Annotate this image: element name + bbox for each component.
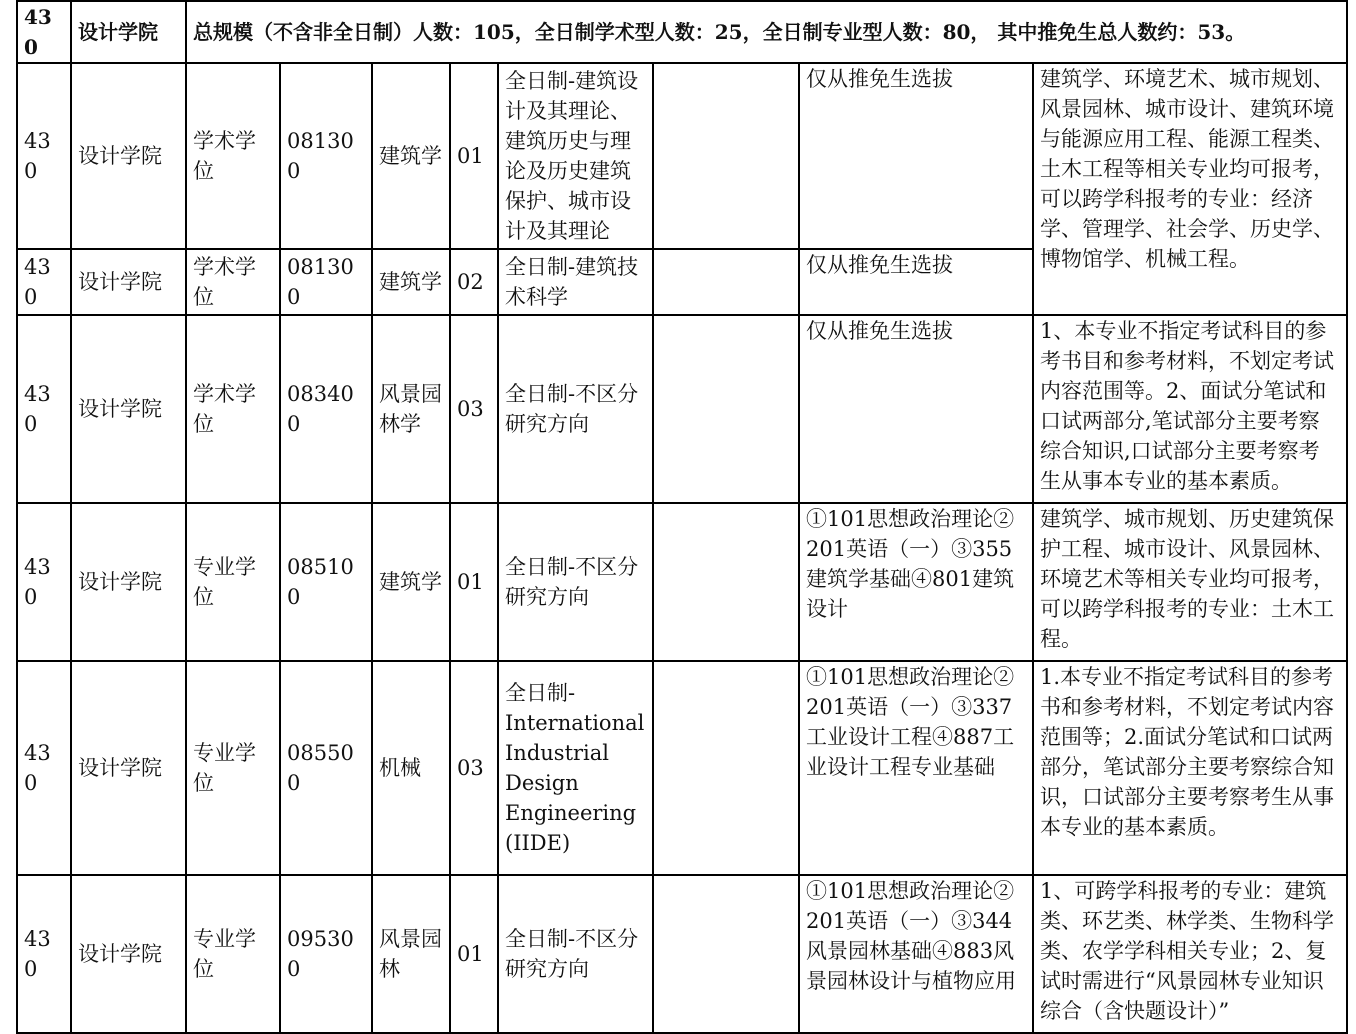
degree-type: 学术学位 — [186, 63, 280, 249]
blank-cell — [653, 875, 799, 1033]
notes: 建筑学、城市规划、历史建筑保护工程、城市设计、风景园林、环境艺术等相关专业均可报考，可以跨学科报考的专业：土木工程。 — [1033, 503, 1347, 661]
exam-subjects: 仅从推免生选拔 — [799, 315, 1033, 503]
exam-subjects: ①101思想政治理论②201英语（一）③344风景园林基础④883风景园林设计与植物应用 — [799, 875, 1033, 1033]
unit-code: 430 — [17, 503, 71, 661]
college-name: 设计学院 — [71, 63, 186, 249]
major-name: 风景园林 — [372, 875, 450, 1033]
table-row — [17, 63, 1347, 249]
table-row — [17, 315, 1347, 503]
major-name: 风景园林学 — [372, 315, 450, 503]
exam-subjects: ①101思想政治理论②201英语（一）③355建筑学基础④801建筑设计 — [799, 503, 1033, 661]
notes: 1、可跨学科报考的专业：建筑类、环艺类、林学类、生物科学类、农学学科相关专业；2、复试时需进行“风景园林专业知识综合（含快题设计）” — [1033, 875, 1347, 1033]
table-row — [17, 661, 1347, 875]
major-code: 083400 — [280, 315, 372, 503]
major-code: 081300 — [280, 63, 372, 249]
major-name: 建筑学 — [372, 63, 450, 249]
college-name: 设计学院 — [71, 503, 186, 661]
blank-cell — [653, 503, 799, 661]
summary-college: 设计学院 — [71, 1, 186, 63]
blank-cell — [653, 315, 799, 503]
research-direction: 全日制- International Industrial Design Engineering (IIDE) — [498, 661, 653, 875]
summary-row — [17, 1, 1347, 63]
summary-code: 430 — [17, 1, 71, 63]
blank-cell — [653, 63, 799, 249]
unit-code: 430 — [17, 249, 71, 315]
college-name: 设计学院 — [71, 661, 186, 875]
research-direction: 全日制-不区分研究方向 — [498, 315, 653, 503]
direction-code: 01 — [450, 63, 498, 249]
notes: 建筑学、环境艺术、城市规划、风景园林、城市设计、建筑环境与能源应用工程、能源工程类、土木工程等相关专业均可报考，可以跨学科报考的专业：经济学、管理学、社会学、历史学、博物馆学、机械工程。 — [1033, 63, 1347, 315]
exam-subjects: ①101思想政治理论②201英语（一）③337工业设计工程④887工业设计工程专业基础 — [799, 661, 1033, 875]
direction-code: 01 — [450, 503, 498, 661]
college-name: 设计学院 — [71, 875, 186, 1033]
major-name: 建筑学 — [372, 503, 450, 661]
major-code: 095300 — [280, 875, 372, 1033]
unit-code: 430 — [17, 63, 71, 249]
degree-type: 专业学位 — [186, 661, 280, 875]
college-name: 设计学院 — [71, 315, 186, 503]
research-direction: 全日制-不区分研究方向 — [498, 875, 653, 1033]
unit-code: 430 — [17, 315, 71, 503]
major-name: 机械 — [372, 661, 450, 875]
degree-type: 专业学位 — [186, 875, 280, 1033]
major-name: 建筑学 — [372, 249, 450, 315]
college-name: 设计学院 — [71, 249, 186, 315]
degree-type: 学术学位 — [186, 315, 280, 503]
degree-type: 专业学位 — [186, 503, 280, 661]
research-direction: 全日制-建筑技术科学 — [498, 249, 653, 315]
summary-text: 总规模（不含非全日制）人数：105，全日制学术型人数：25，全日制专业型人数：80， 其中推免生总人数约：53。 — [186, 1, 1347, 63]
notes: 1、本专业不指定考试科目的参考书目和参考材料，不划定考试内容范围等。2、面试分笔试和口试两部分,笔试部分主要考察综合知识,口试部分主要考察考生从事本专业的基本素质。 — [1033, 315, 1347, 503]
major-code: 085100 — [280, 503, 372, 661]
direction-code: 03 — [450, 661, 498, 875]
unit-code: 430 — [17, 661, 71, 875]
direction-code: 03 — [450, 315, 498, 503]
research-direction: 全日制-建筑设计及其理论、建筑历史与理论及历史建筑保护、城市设计及其理论 — [498, 63, 653, 249]
table-row — [17, 875, 1347, 1033]
degree-type: 学术学位 — [186, 249, 280, 315]
direction-code: 02 — [450, 249, 498, 315]
direction-code: 01 — [450, 875, 498, 1033]
blank-cell — [653, 661, 799, 875]
major-code: 081300 — [280, 249, 372, 315]
notes: 1.本专业不指定考试科目的参考书和参考材料，不划定考试内容范围等；2.面试分笔试和口试两部分，笔试部分主要考察综合知识，口试部分主要考察考生从事本专业的基本素质。 — [1033, 661, 1347, 875]
exam-subjects: 仅从推免生选拔 — [799, 63, 1033, 249]
admissions-table — [16, 0, 1348, 1034]
major-code: 085500 — [280, 661, 372, 875]
blank-cell — [653, 249, 799, 315]
table-row — [17, 503, 1347, 661]
research-direction: 全日制-不区分研究方向 — [498, 503, 653, 661]
exam-subjects: 仅从推免生选拔 — [799, 249, 1033, 315]
unit-code: 430 — [17, 875, 71, 1033]
